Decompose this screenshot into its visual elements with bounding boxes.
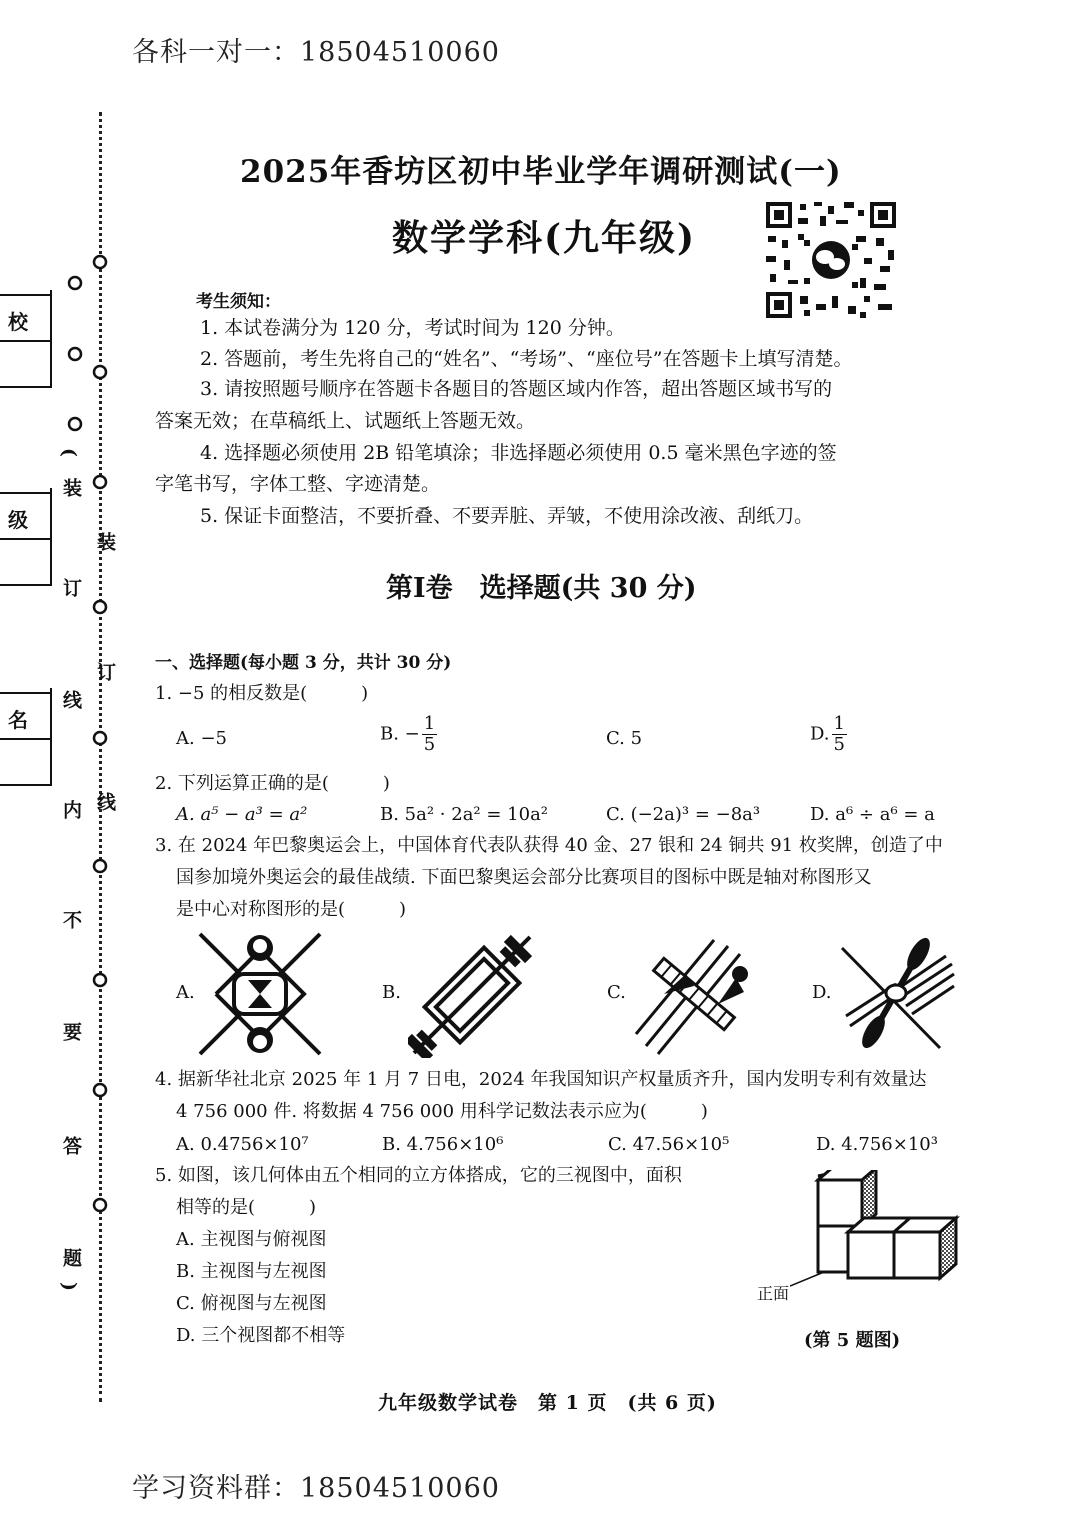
binding-char: 装 [94, 532, 116, 551]
page-footer: 九年级数学试卷 第 1 页 (共 6 页) [378, 1392, 717, 1414]
school-box [0, 290, 52, 388]
binding-char: 线 [60, 690, 82, 709]
binding-circle [69, 348, 81, 360]
binding-circle [69, 418, 81, 430]
notice-item: 字笔书写，字体工整、字迹清楚。 [155, 473, 441, 495]
q2-option-b: B. 5a² · 2a² = 10a² [380, 804, 549, 825]
q3-figure-c-badminton-icon [628, 934, 760, 1056]
q4-option-d: D. 4.756×10³ [816, 1134, 938, 1155]
q3-figure-b-weights-icon [408, 932, 536, 1058]
question-1-stem: 1. −5 的相反数是( ) [155, 683, 369, 704]
section-title: 第Ⅰ卷 选择题(共 30 分) [386, 573, 697, 604]
notice-item: 4. 选择题必须使用 2B 铅笔填涂；非选择题必须使用 0.5 毫米黑色字迹的签 [200, 442, 837, 464]
question-5-line: 5. 如图，该几何体由五个相同的立方体搭成，它的三视图中，面积 [155, 1165, 682, 1186]
binding-char: 要 [60, 1022, 82, 1041]
notice-item: 5. 保证卡面整洁，不要折叠、不要弄脏、弄皱，不使用涂改液、刮纸刀。 [200, 505, 814, 527]
header-contact-line: 各科一对一：18504510060 [132, 37, 500, 68]
exam-subject-title: 数学学科(九年级) [392, 217, 697, 259]
binding-char: ( [58, 448, 80, 457]
q5-figure-caption: (第 5 题图) [804, 1330, 901, 1351]
question-4-line: 4. 据新华社北京 2025 年 1 月 7 日电，2024 年我国知识产权量质齐升，国内发明专利有效量达 [155, 1069, 927, 1090]
inner-circles [64, 272, 86, 452]
exam-title: 2025年香坊区初中毕业学年调研测试(一) [240, 154, 842, 190]
binding-circle [94, 860, 106, 872]
name-box [0, 688, 52, 786]
notice-item: 1. 本试卷满分为 120 分，考试时间为 120 分钟。 [200, 317, 625, 339]
q1-option-d: D. $\frac{1}{5}$ [810, 713, 845, 755]
part-title: 一、选择题(每小题 3 分，共计 30 分) [155, 653, 452, 673]
notice-item: 2. 答题前，考生先将自己的“姓名”、“考场”、“座位号”在答题卡上填写清楚。 [200, 348, 853, 370]
binding-char: 题 [60, 1248, 82, 1267]
binding-circle [94, 974, 106, 986]
q1-option-c: C. 5 [606, 728, 643, 749]
class-box [0, 488, 52, 586]
name-label: 名 [8, 708, 28, 732]
q3-option-d-label: D. [812, 982, 832, 1003]
q5-option-b: B. 主视图与左视图 [176, 1261, 327, 1282]
notice-item: 答案无效；在草稿纸上、试题纸上答题无效。 [155, 410, 536, 432]
binding-circle [94, 366, 106, 378]
q4-option-c: C. 47.56×10⁵ [608, 1134, 730, 1155]
q2-option-d: D. a⁶ ÷ a⁶ = a [810, 804, 935, 825]
binding-circle [94, 1084, 106, 1096]
q5-option-c: C. 俯视图与左视图 [176, 1293, 327, 1314]
question-4-line: 4 756 000 件. 将数据 4 756 000 用科学记数法表示应为( ) [176, 1101, 708, 1122]
binding-circle [94, 732, 106, 744]
qr-code-image [764, 200, 898, 320]
q3-figure-d-rowing-icon [836, 930, 956, 1056]
binding-circle [94, 601, 106, 613]
notice-item: 3. 请按照题号顺序在答题卡各题目的答题区域内作答，超出答题区域书写的 [200, 378, 833, 400]
q5-option-d: D. 三个视图都不相等 [176, 1325, 346, 1346]
binding-char: 订 [94, 662, 116, 681]
q2-option-c: C. (−2a)³ = −8a³ [606, 804, 761, 825]
binding-char: 答 [60, 1136, 82, 1155]
q5-front-label: 正面 [757, 1284, 790, 1303]
school-label: 校 [8, 310, 28, 334]
question-5-line: 相等的是( ) [176, 1197, 317, 1218]
binding-char: 不 [60, 910, 82, 929]
binding-circle [69, 277, 81, 289]
q1-option-b: B. − $\frac{1}{5}$ [380, 713, 436, 755]
binding-char: 装 [60, 478, 82, 497]
binding-circle [94, 256, 106, 268]
question-2-stem: 2. 下列运算正确的是( ) [155, 773, 390, 794]
q4-option-a: A. 0.4756×10⁷ [176, 1134, 309, 1155]
q3-figure-a-weightlifting-icon [196, 930, 324, 1058]
binding-circles [88, 250, 112, 1250]
q5-option-a: A. 主视图与俯视图 [176, 1229, 327, 1250]
question-3-line: 国参加境外奥运会的最佳战绩. 下面巴黎奥运会部分比赛项目的图标中既是轴对称图形又 [176, 867, 872, 888]
question-3-line: 是中心对称图形的是( ) [176, 899, 407, 920]
q2-option-a: A. a⁵ − a³ = a² [176, 804, 308, 825]
footer-contact-line: 学习资料群：18504510060 [132, 1473, 500, 1504]
q3-option-c-label: C. [607, 982, 626, 1003]
front-pointer-line [790, 1270, 830, 1290]
q1-option-a: A. −5 [176, 728, 227, 749]
notice-title: 考生须知： [196, 292, 281, 312]
class-label: 级 [8, 508, 28, 532]
binding-char: 内 [60, 800, 82, 819]
q4-option-b: B. 4.756×10⁶ [382, 1134, 504, 1155]
question-3-line: 3. 在 2024 年巴黎奥运会上，中国体育代表队获得 40 金、27 银和 24 铜共 91 枚奖牌，创造了中 [155, 835, 943, 856]
binding-char: 线 [94, 792, 116, 811]
q3-option-a-label: A. [176, 982, 195, 1003]
binding-char: ) [58, 1282, 80, 1291]
q3-option-b-label: B. [382, 982, 401, 1003]
binding-char: 订 [60, 578, 82, 597]
binding-circle [94, 476, 106, 488]
binding-circle [94, 1199, 106, 1211]
